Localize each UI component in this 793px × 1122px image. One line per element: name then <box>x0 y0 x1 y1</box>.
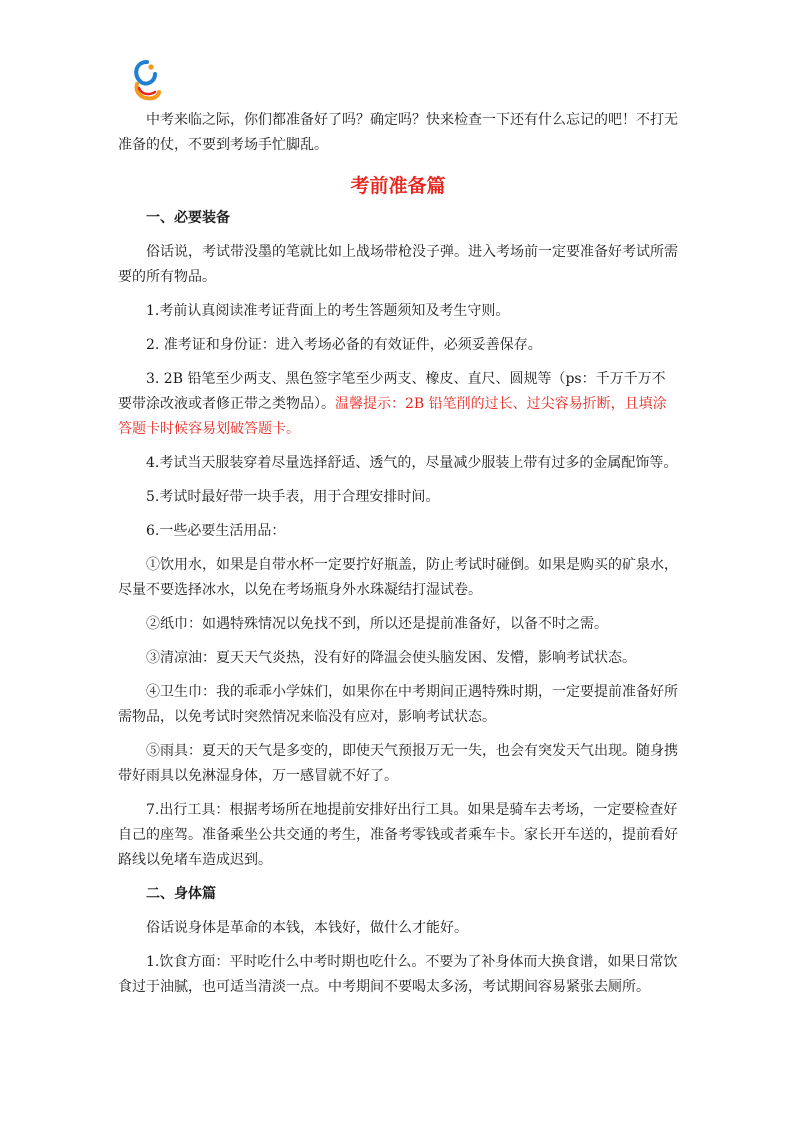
paragraph: 俗话说，考试带没墨的笔就比如上战场带枪没子弹。进入考场前一定要准备好考试所需要的所有物品。 <box>118 244 678 285</box>
sub-item: ②纸巾：如遇特殊情况以免找不到，所以还是提前准备好，以备不时之需。 <box>146 616 608 632</box>
list-item <box>118 367 678 442</box>
list-item: 1.饮食方面：平时吃什么中考时期也吃什么。不要为了补身体而大换食谱，如果日常饮食过于油腻，也可适当清淡一点。中考期间不要喝太多汤，考试期间容易紧张去厕所。 <box>118 954 678 995</box>
sub-item: ①饮用水，如果是自带水杯一定要拧好瓶盖，防止考试时碰倒。如果是购买的矿泉水，尽量不要选择冰水，以免在考场瓶身外水珠凝结打湿试卷。 <box>118 557 678 598</box>
document-body <box>118 108 678 1000</box>
list-item: 4.考试当天服装穿着尽量选择舒适、透气的，尽量减少服装上带有过多的金属配饰等。 <box>146 455 678 471</box>
warm-tip: 温馨提示：2B 铅笔削的过长、过尖容易折断，且填涂答题卡时候容易划破答题卡。 <box>118 396 667 437</box>
list-item: 2. 准考证和身份证：进入考场必备的有效证件，必须妥善保存。 <box>146 337 542 353</box>
sub-item: ④卫生巾：我的乖乖小学妹们，如果你在中考期间正遇特殊时期，一定要提前准备好所需物品，以免考试时突然情况来临没有应对，影响考试状态。 <box>118 684 678 725</box>
section-heading: 二、身体篇 <box>146 886 216 902</box>
section-heading: 一、必要装备 <box>146 210 230 226</box>
brand-logo-icon <box>131 58 161 106</box>
sub-item: ③清凉油：夏天天气炎热，没有好的降温会使头脑发困、发懵，影响考试状态。 <box>146 650 636 666</box>
list-item: 5.考试时最好带一块手表，用于合理安排时间。 <box>146 489 440 505</box>
list-item: 6.一些必要生活用品： <box>146 523 286 539</box>
sub-item: ⑤雨具：夏天的天气是多变的，即使天气预报万无一失，也会有突发天气出现。随身携带好雨具以免淋湿身体，万一感冒就不好了。 <box>118 743 678 784</box>
paragraph: 俗话说身体是革命的本钱，本钱好，做什么才能好。 <box>146 920 468 936</box>
page-title: 考前准备篇 <box>350 175 446 197</box>
list-item: 7.出行工具：根据考场所在地提前安排好出行工具。如果是骑车去考场，一定要检查好自己的座驾。准备乘坐公共交通的考生，准备考零钱或者乘车卡。家长开车送的，提前看好路线以免堵车造成迟到。 <box>118 802 678 868</box>
item-text: 3. 2B 铅笔至少两支、黑色签字笔至少两支、橡皮、直尺、圆规等（ps：千万千万不要带涂改液或者修正带之类物品）。 <box>118 371 666 412</box>
intro-paragraph: 中考来临之际，你们都准备好了吗？确定吗？快来检查一下还有什么忘记的吧！不打无准备的仗，不要到考场手忙脚乱。 <box>118 112 678 153</box>
list-item: 1.考前认真阅读准考证背面上的考生答题须知及考生守则。 <box>146 303 510 319</box>
